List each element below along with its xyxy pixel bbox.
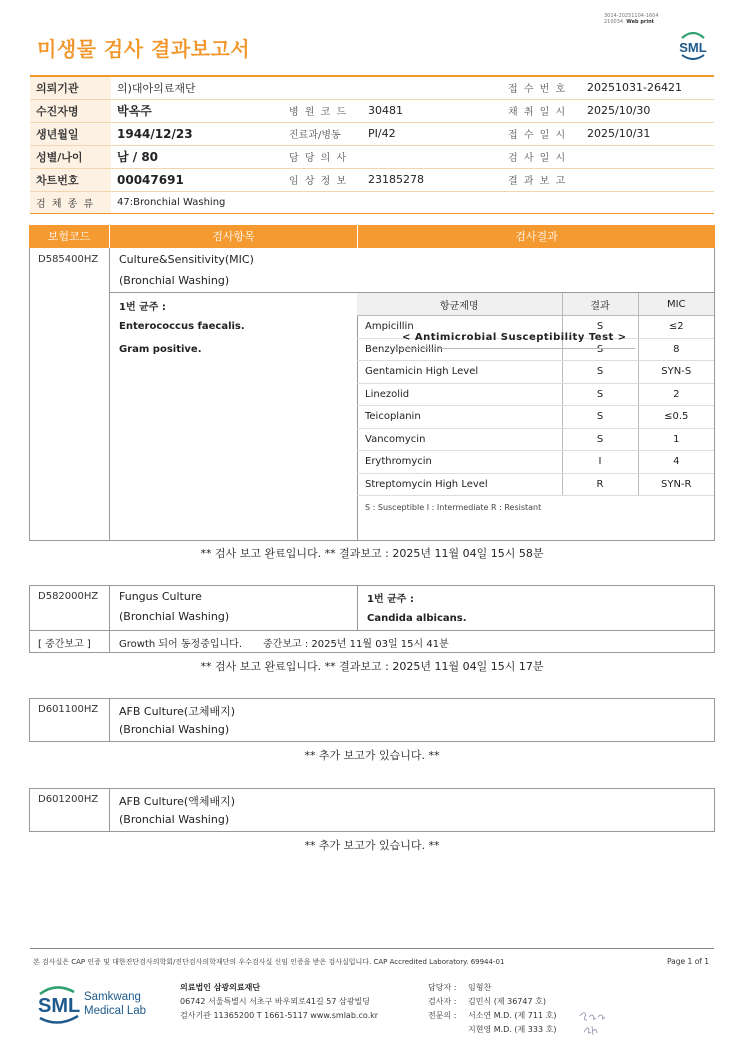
report-label: 결 과 보 고 <box>502 168 581 191</box>
institution-label: 의뢰기관 <box>30 76 111 99</box>
interim-text: Growth 되어 동정중입니다. <box>119 639 243 650</box>
dob-value: 1944/12/23 <box>111 122 283 145</box>
col-insurance-code: 보험코드 <box>47 230 91 243</box>
drug-result: R <box>562 473 638 496</box>
specialist2-value: 지현영 M.D. (제 333 호) <box>468 1025 557 1034</box>
afb-solid-code: D601100HZ <box>38 704 99 715</box>
afb-liquid-name: AFB Culture(액체배지) <box>119 795 236 808</box>
dept-label: 진료과/병동 <box>283 122 362 145</box>
receipt-no-label: 접 수 번 호 <box>502 76 581 99</box>
tester-value: 김민식 (제 36747 호) <box>468 997 546 1006</box>
table-row <box>357 473 714 496</box>
test-date-label: 검 사 일 시 <box>502 145 581 168</box>
drug-mic: ≤2 <box>638 316 714 339</box>
drug-name: Benzylpenicillin <box>357 338 562 361</box>
sex-age-label: 성별/나이 <box>30 145 111 168</box>
col-test-result: 검사결과 <box>515 230 558 243</box>
fungus-name: Fungus Culture <box>119 590 202 603</box>
test-date-value <box>581 145 714 168</box>
afb-liquid-specimen: (Bronchial Washing) <box>119 813 230 826</box>
ast-col-mic: MIC <box>638 293 714 316</box>
doctor-label: 담 당 의 사 <box>283 145 362 168</box>
culture-organism: Enterococcus faecalis. <box>119 321 245 332</box>
drug-name: Teicoplanin <box>357 406 562 429</box>
clinical-info-value: 23185278 <box>362 168 502 191</box>
hospital-code-label: 병 원 코 드 <box>283 99 362 122</box>
drug-result: S <box>562 383 638 406</box>
receipt-date-value: 2025/10/31 <box>581 122 714 145</box>
drug-name: Gentamicin High Level <box>357 361 562 384</box>
doctor-value <box>362 145 502 168</box>
drug-name: Linezolid <box>357 383 562 406</box>
table-row <box>357 383 714 406</box>
culture-code: D585400HZ <box>38 254 99 265</box>
table-row <box>357 406 714 429</box>
footer-logo-line2: Medical Lab <box>84 1005 147 1017</box>
report-title: 미생물 검사 결과보고서 <box>37 37 251 61</box>
drug-name: Vancomycin <box>357 428 562 451</box>
patient-info-table <box>30 75 714 214</box>
afb-solid-msg: ** 추가 보고가 있습니다. ** <box>304 749 440 762</box>
ast-col-result: 결과 <box>562 293 638 316</box>
page-number: Page 1 of 1 <box>667 957 710 966</box>
results-header <box>29 225 715 248</box>
print-type: Web print <box>626 19 655 25</box>
manager-label: 담당자 : <box>428 983 457 992</box>
ast-table <box>357 293 714 518</box>
dob-label: 생년월일 <box>30 122 111 145</box>
divider <box>109 586 110 630</box>
specimen-value: 47:Bronchial Washing <box>111 191 714 213</box>
divider <box>109 630 110 653</box>
divider <box>109 789 110 832</box>
culture-name: Culture&Sensitivity(MIC) <box>119 253 254 266</box>
table-row <box>357 361 714 384</box>
chart-no-label: 차트번호 <box>30 168 111 191</box>
fungus-code: D582000HZ <box>38 591 99 602</box>
drug-result: S <box>562 316 638 339</box>
staff-info <box>428 981 556 1037</box>
drug-mic: 8 <box>638 338 714 361</box>
drug-mic: SYN-R <box>638 473 714 496</box>
logo-text: SML <box>679 40 707 55</box>
fungus-complete-msg: ** 검사 보고 완료입니다. ** 결과보고 : 2025년 11월 04일 15시 17분 <box>200 660 544 673</box>
dept-value: PI/42 <box>362 122 502 145</box>
sml-logo-icon <box>674 28 712 62</box>
print-code-line2: 210034 <box>604 19 624 25</box>
culture-complete-msg: ** 검사 보고 완료입니다. ** 결과보고 : 2025년 11월 04일 15시 58분 <box>200 547 544 560</box>
afb-solid-name: AFB Culture(고체배지) <box>119 705 236 718</box>
drug-mic: 4 <box>638 451 714 474</box>
drug-name: Streptomycin High Level <box>357 473 562 496</box>
afb-solid-specimen: (Bronchial Washing) <box>119 723 230 736</box>
collect-date-value: 2025/10/30 <box>581 99 714 122</box>
table-row <box>357 428 714 451</box>
receipt-date-label: 접 수 일 시 <box>502 122 581 145</box>
divider <box>30 630 715 631</box>
drug-result: I <box>562 451 638 474</box>
chart-no-value: 00047691 <box>111 168 283 191</box>
samkwang-logo-icon <box>36 980 166 1030</box>
footer-logo-sml: SML <box>38 995 81 1017</box>
interim-label: [ 중간보고 ] <box>38 639 91 650</box>
afb-liquid-code: D601200HZ <box>38 794 99 805</box>
fungus-specimen: (Bronchial Washing) <box>119 610 230 623</box>
divider <box>109 699 110 742</box>
org-contact: 검사기관 11365200 T 1661-5117 www.smlab.co.kr <box>180 1011 379 1020</box>
drug-result: S <box>562 338 638 361</box>
manager-value: 임형찬 <box>468 983 492 992</box>
org-name: 의료법인 삼광의료재단 <box>180 983 261 992</box>
drug-mic: ≤0.5 <box>638 406 714 429</box>
drug-name: Ampicillin <box>357 316 562 339</box>
specialist-label: 전문의 : <box>428 1011 457 1020</box>
certification-text: 본 검사실은 CAP 인증 및 대한진단검사의학회/진단검사의학재단의 우수검사실 신임 인증을 받은 검사실입니다. CAP Accredited Laboratory. 69944-01 <box>33 958 505 966</box>
fungus-organism: Candida albicans. <box>367 613 467 624</box>
patient-name-label: 수진자명 <box>30 99 111 122</box>
specialist1-value: 서소연 M.D. (제 711 호) <box>468 1011 557 1020</box>
ast-col-drug: 항균제명 <box>357 293 562 316</box>
sex-age-value: 남 / 80 <box>111 145 283 168</box>
drug-mic: SYN-S <box>638 361 714 384</box>
tester-label: 검사자 : <box>428 997 457 1006</box>
signature-icon <box>576 1008 612 1038</box>
patient-name-value: 박옥주 <box>111 99 283 122</box>
drug-result: S <box>562 428 638 451</box>
collect-date-label: 채 취 일 시 <box>502 99 581 122</box>
footer-logo-line1: Samkwang <box>84 991 141 1003</box>
institution-value: 의)대아의료재단 <box>111 76 502 99</box>
ast-legend: S : Susceptible I : Intermediate R : Resistant <box>357 496 714 519</box>
drug-result: S <box>562 406 638 429</box>
divider <box>357 586 358 630</box>
table-row <box>357 451 714 474</box>
hospital-code-value: 30481 <box>362 99 502 122</box>
culture-organism-label: 1번 균주 : <box>119 302 166 313</box>
afb-liquid-msg: ** 추가 보고가 있습니다. ** <box>304 839 440 852</box>
report-value <box>581 168 714 191</box>
drug-result: S <box>562 361 638 384</box>
col-test-item: 검사항목 <box>212 230 255 243</box>
drug-mic: 2 <box>638 383 714 406</box>
org-address: 06742 서울특별시 서초구 바우뫼로41길 57 삼광빌딩 <box>180 997 370 1006</box>
print-code <box>604 13 659 25</box>
specimen-label: 검 체 종 류 <box>30 191 111 213</box>
footer-divider <box>30 948 714 949</box>
interim-time: 중간보고 : 2025년 11월 03일 15시 41분 <box>263 639 449 650</box>
culture-specimen: (Bronchial Washing) <box>119 274 230 287</box>
org-info <box>180 981 378 1023</box>
drug-mic: 1 <box>638 428 714 451</box>
receipt-no-value: 20251031-26421 <box>581 76 714 99</box>
culture-gram: Gram positive. <box>119 344 202 355</box>
print-code-line1: 3014-20251104-1604 <box>604 13 659 19</box>
fungus-organism-label: 1번 균주 : <box>367 594 414 605</box>
ast-title: < Antimicrobial Susceptibility Test > <box>394 326 635 349</box>
clinical-info-label: 임 상 정 보 <box>283 168 362 191</box>
drug-name: Erythromycin <box>357 451 562 474</box>
